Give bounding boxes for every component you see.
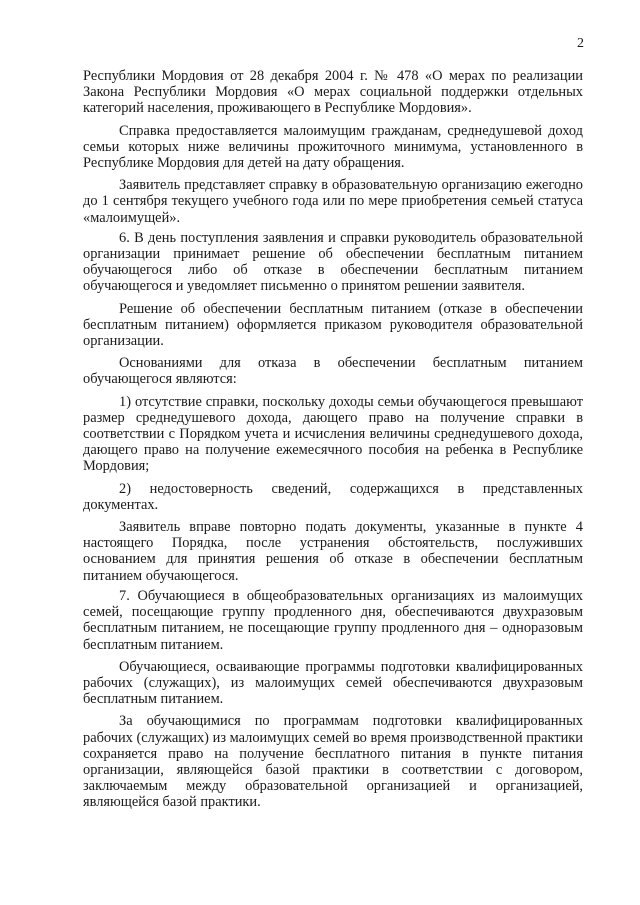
paragraph-refusal-grounds: Основаниями для отказа в обеспечении бесплатным питанием обучающегося являются:: [83, 355, 583, 388]
paragraph-resubmission: Заявитель вправе повторно подать документы, указанные в пункте 4 настоящего Порядка, после устранения обстоятельств, послуживших основанием для принятия решения об отказе в обеспечении бесплатным питанием обучающегося.: [83, 519, 583, 584]
paragraph-item-7: 7. Обучающиеся в общеобразовательных организациях из малоимущих семей, посещающие группу продленного дня, обеспечиваются двухразовым бесплатным питанием, не посещающие группу продленного дня – одноразовым бесплатным питанием.: [83, 587, 583, 653]
paragraph-item-6: 6. В день поступления заявления и справки руководитель образовательной организации принимает решение об обеспечении бесплатным питанием обучающегося либо об отказе в обеспечении бесплатным питанием обучающегося и уведомляет письменно о принятом решении заявителя.: [83, 229, 583, 295]
paragraph-ground-2: 2) недостоверность сведений, содержащихся в представленных документах.: [83, 480, 583, 513]
paragraph-continuation: Республики Мордовия от 28 декабря 2004 г. № 478 «О мерах по реализации Закона Республики Мордовия «О мерах социальной поддержки отдельных категорий населения, проживающего в Республике Мордовия».: [83, 68, 583, 117]
paragraph-ground-1: 1) отсутствие справки, поскольку доходы семьи обучающегося превышают размер среднедушевого дохода, дающего право на получение справки в соответствии с Порядком учета и исчисления величины среднедушевого дохода, дающего право на получение ежемесячного пособия на ребенка в Республике Мордовия;: [83, 393, 583, 475]
paragraph-certificate-issuance: Справка предоставляется малоимущим гражданам, среднедушевой доход семьи которых ниже величины прожиточного минимума, установленного в Республике Мордовия для детей на дату обращения.: [83, 122, 583, 172]
page-number: 2: [577, 36, 584, 51]
document-body: [83, 68, 583, 811]
paragraph-vocational-students: Обучающиеся, осваивающие программы подготовки квалифицированных рабочих (служащих), из малоимущих семей обеспечиваются двухразовым бесплатным питанием.: [83, 658, 583, 708]
paragraph-practice-meals: За обучающимися по программам подготовки квалифицированных рабочих (служащих) из малоимущих семей во время производственной практики сохраняется право на получение бесплатного питания в пункте питания организации, являющейся базой практики в соответствии с договором, заключаемым между образовательной организацией и организацией, являющейся базой практики.: [83, 713, 583, 811]
paragraph-applicant-submission: Заявитель представляет справку в образовательную организацию ежегодно до 1 сентября текущего учебного года или по мере приобретения семьей статуса «малоимущей».: [83, 177, 583, 226]
paragraph-decision-order: Решение об обеспечении бесплатным питанием (отказе в обеспечении бесплатным питанием) оформляется приказом руководителя образовательной организации.: [83, 300, 583, 350]
